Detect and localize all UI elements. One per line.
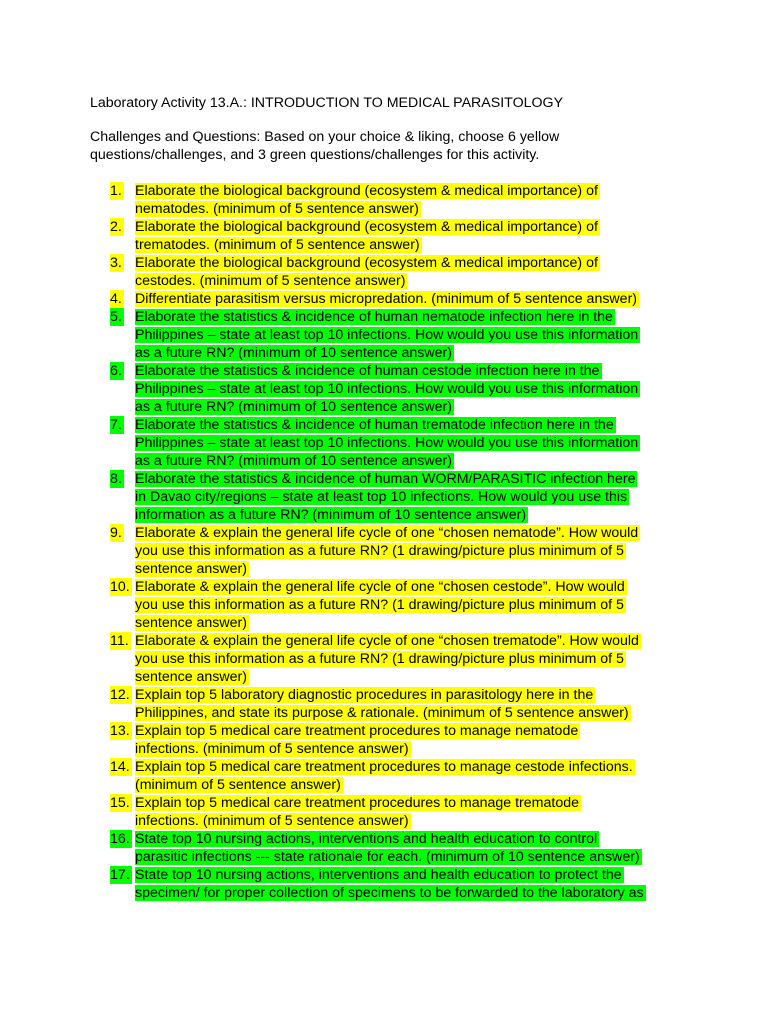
question-line: Explain top 5 medical care treatment procedures to manage trematode	[135, 795, 579, 811]
question-number: 1.	[110, 183, 122, 199]
question-line: Philippines – state at least top 10 infections. How would you use this information	[135, 435, 639, 451]
question-item	[110, 470, 690, 524]
question-text	[135, 182, 690, 218]
question-line: Elaborate the statistics & incidence of human nematode infection here in the	[135, 309, 613, 325]
question-line: Philippines, and state its purpose & rationale. (minimum of 5 sentence answer)	[135, 705, 629, 721]
question-line: infections. (minimum of 5 sentence answer)	[135, 813, 409, 829]
question-text	[135, 218, 690, 254]
question-number: 4.	[110, 291, 122, 307]
question-text	[135, 578, 690, 632]
question-line: you use this information as a future RN? (1 drawing/picture plus minimum of 5	[135, 543, 624, 559]
question-line: Elaborate the biological background (ecosystem & medical importance) of	[135, 183, 598, 199]
question-text	[135, 794, 690, 830]
question-line: as a future RN? (minimum of 10 sentence answer)	[135, 345, 452, 361]
question-line: Elaborate the biological background (ecosystem & medical importance) of	[135, 219, 598, 235]
question-number: 5.	[110, 309, 122, 325]
question-line: Elaborate the biological background (ecosystem & medical importance) of	[135, 255, 598, 271]
question-number: 7.	[110, 417, 122, 433]
question-item	[110, 866, 690, 902]
question-item	[110, 182, 690, 218]
question-number: 12.	[110, 687, 130, 703]
question-number: 15.	[110, 795, 130, 811]
question-line: State top 10 nursing actions, interventions and health education to protect the	[135, 867, 622, 883]
question-line: specimen/ for proper collection of specimens to be forwarded to the laboratory as	[135, 885, 644, 901]
question-line: infections. (minimum of 5 sentence answer)	[135, 741, 409, 757]
question-text	[135, 290, 690, 308]
question-line: Elaborate & explain the general life cycle of one “chosen cestode”. How would	[135, 579, 625, 595]
question-line: in Davao city/regions – state at least top 10 infections. How would you use this	[135, 489, 628, 505]
question-text	[135, 362, 690, 416]
question-text	[135, 686, 690, 722]
instructions-line: questions/challenges, and 3 green questions/challenges for this activity.	[90, 147, 540, 163]
question-item	[110, 416, 690, 470]
instructions-line: Challenges and Questions: Based on your choice & liking, choose 6 yellow	[90, 129, 560, 145]
question-text	[135, 632, 690, 686]
question-number: 16.	[110, 831, 130, 847]
question-item	[110, 524, 690, 578]
question-line: Elaborate the statistics & incidence of human trematode infection here in the	[135, 417, 614, 433]
question-line: nematodes. (minimum of 5 sentence answer)	[135, 201, 419, 217]
question-line: (minimum of 5 sentence answer)	[135, 777, 341, 793]
question-text	[135, 758, 690, 794]
question-text	[135, 416, 690, 470]
question-line: you use this information as a future RN? (1 drawing/picture plus minimum of 5	[135, 597, 624, 613]
question-line: Differentiate parasitism versus micropredation. (minimum of 5 sentence answer)	[135, 291, 638, 307]
question-number: 17.	[110, 867, 130, 883]
question-line: as a future RN? (minimum of 10 sentence answer)	[135, 453, 452, 469]
question-line: information as a future RN? (minimum of 10 sentence answer)	[135, 507, 527, 523]
question-number: 6.	[110, 363, 122, 379]
question-line: Elaborate the statistics & incidence of human WORM/PARASITIC infection here	[135, 471, 636, 487]
question-text	[135, 722, 690, 758]
question-text	[135, 866, 690, 902]
question-item	[110, 794, 690, 830]
question-item	[110, 686, 690, 722]
question-line: Explain top 5 medical care treatment procedures to manage cestode infections.	[135, 759, 633, 775]
instructions-paragraph	[90, 128, 690, 164]
question-item	[110, 830, 690, 866]
question-item	[110, 308, 690, 362]
question-text	[135, 254, 690, 290]
question-line: Explain top 5 medical care treatment procedures to manage nematode	[135, 723, 579, 739]
question-line: Elaborate & explain the general life cycle of one “chosen trematode”. How would	[135, 633, 639, 649]
question-item	[110, 254, 690, 290]
question-item	[110, 758, 690, 794]
question-number: 8.	[110, 471, 122, 487]
question-text	[135, 308, 690, 362]
question-number: 11.	[110, 633, 129, 649]
question-line: Philippines – state at least top 10 infections. How would you use this information	[135, 381, 639, 397]
question-number: 10.	[110, 579, 130, 595]
question-number: 13.	[110, 723, 130, 739]
question-line: parasitic infections --- state rationale for each. (minimum of 10 sentence answer)	[135, 849, 640, 865]
question-text	[135, 470, 690, 524]
question-text	[135, 524, 690, 578]
question-line: Elaborate the statistics & incidence of human cestode infection here in the	[135, 363, 600, 379]
question-item	[110, 578, 690, 632]
question-line: Elaborate & explain the general life cycle of one “chosen nematode”. How would	[135, 525, 639, 541]
question-line: as a future RN? (minimum of 10 sentence answer)	[135, 399, 452, 415]
question-item	[110, 362, 690, 416]
question-number: 14.	[110, 759, 130, 775]
question-list	[110, 182, 690, 902]
question-line: Explain top 5 laboratory diagnostic procedures in parasitology here in the	[135, 687, 594, 703]
question-item	[110, 218, 690, 254]
question-item	[110, 290, 690, 308]
question-number: 2.	[110, 219, 122, 235]
question-text	[135, 830, 690, 866]
question-number: 3.	[110, 255, 122, 271]
question-line: trematodes. (minimum of 5 sentence answer)	[135, 237, 420, 253]
question-item	[110, 722, 690, 758]
question-line: sentence answer)	[135, 615, 247, 631]
question-line: you use this information as a future RN? (1 drawing/picture plus minimum of 5	[135, 651, 624, 667]
document-title: Laboratory Activity 13.A.: INTRODUCTION TO MEDICAL PARASITOLOGY	[90, 95, 564, 111]
question-line: State top 10 nursing actions, interventions and health education to control	[135, 831, 598, 847]
question-line: cestodes. (minimum of 5 sentence answer)	[135, 273, 406, 289]
question-line: sentence answer)	[135, 561, 247, 577]
question-number: 9.	[110, 525, 122, 541]
question-line: Philippines – state at least top 10 infections. How would you use this information	[135, 327, 639, 343]
question-line: sentence answer)	[135, 669, 247, 685]
question-item	[110, 632, 690, 686]
